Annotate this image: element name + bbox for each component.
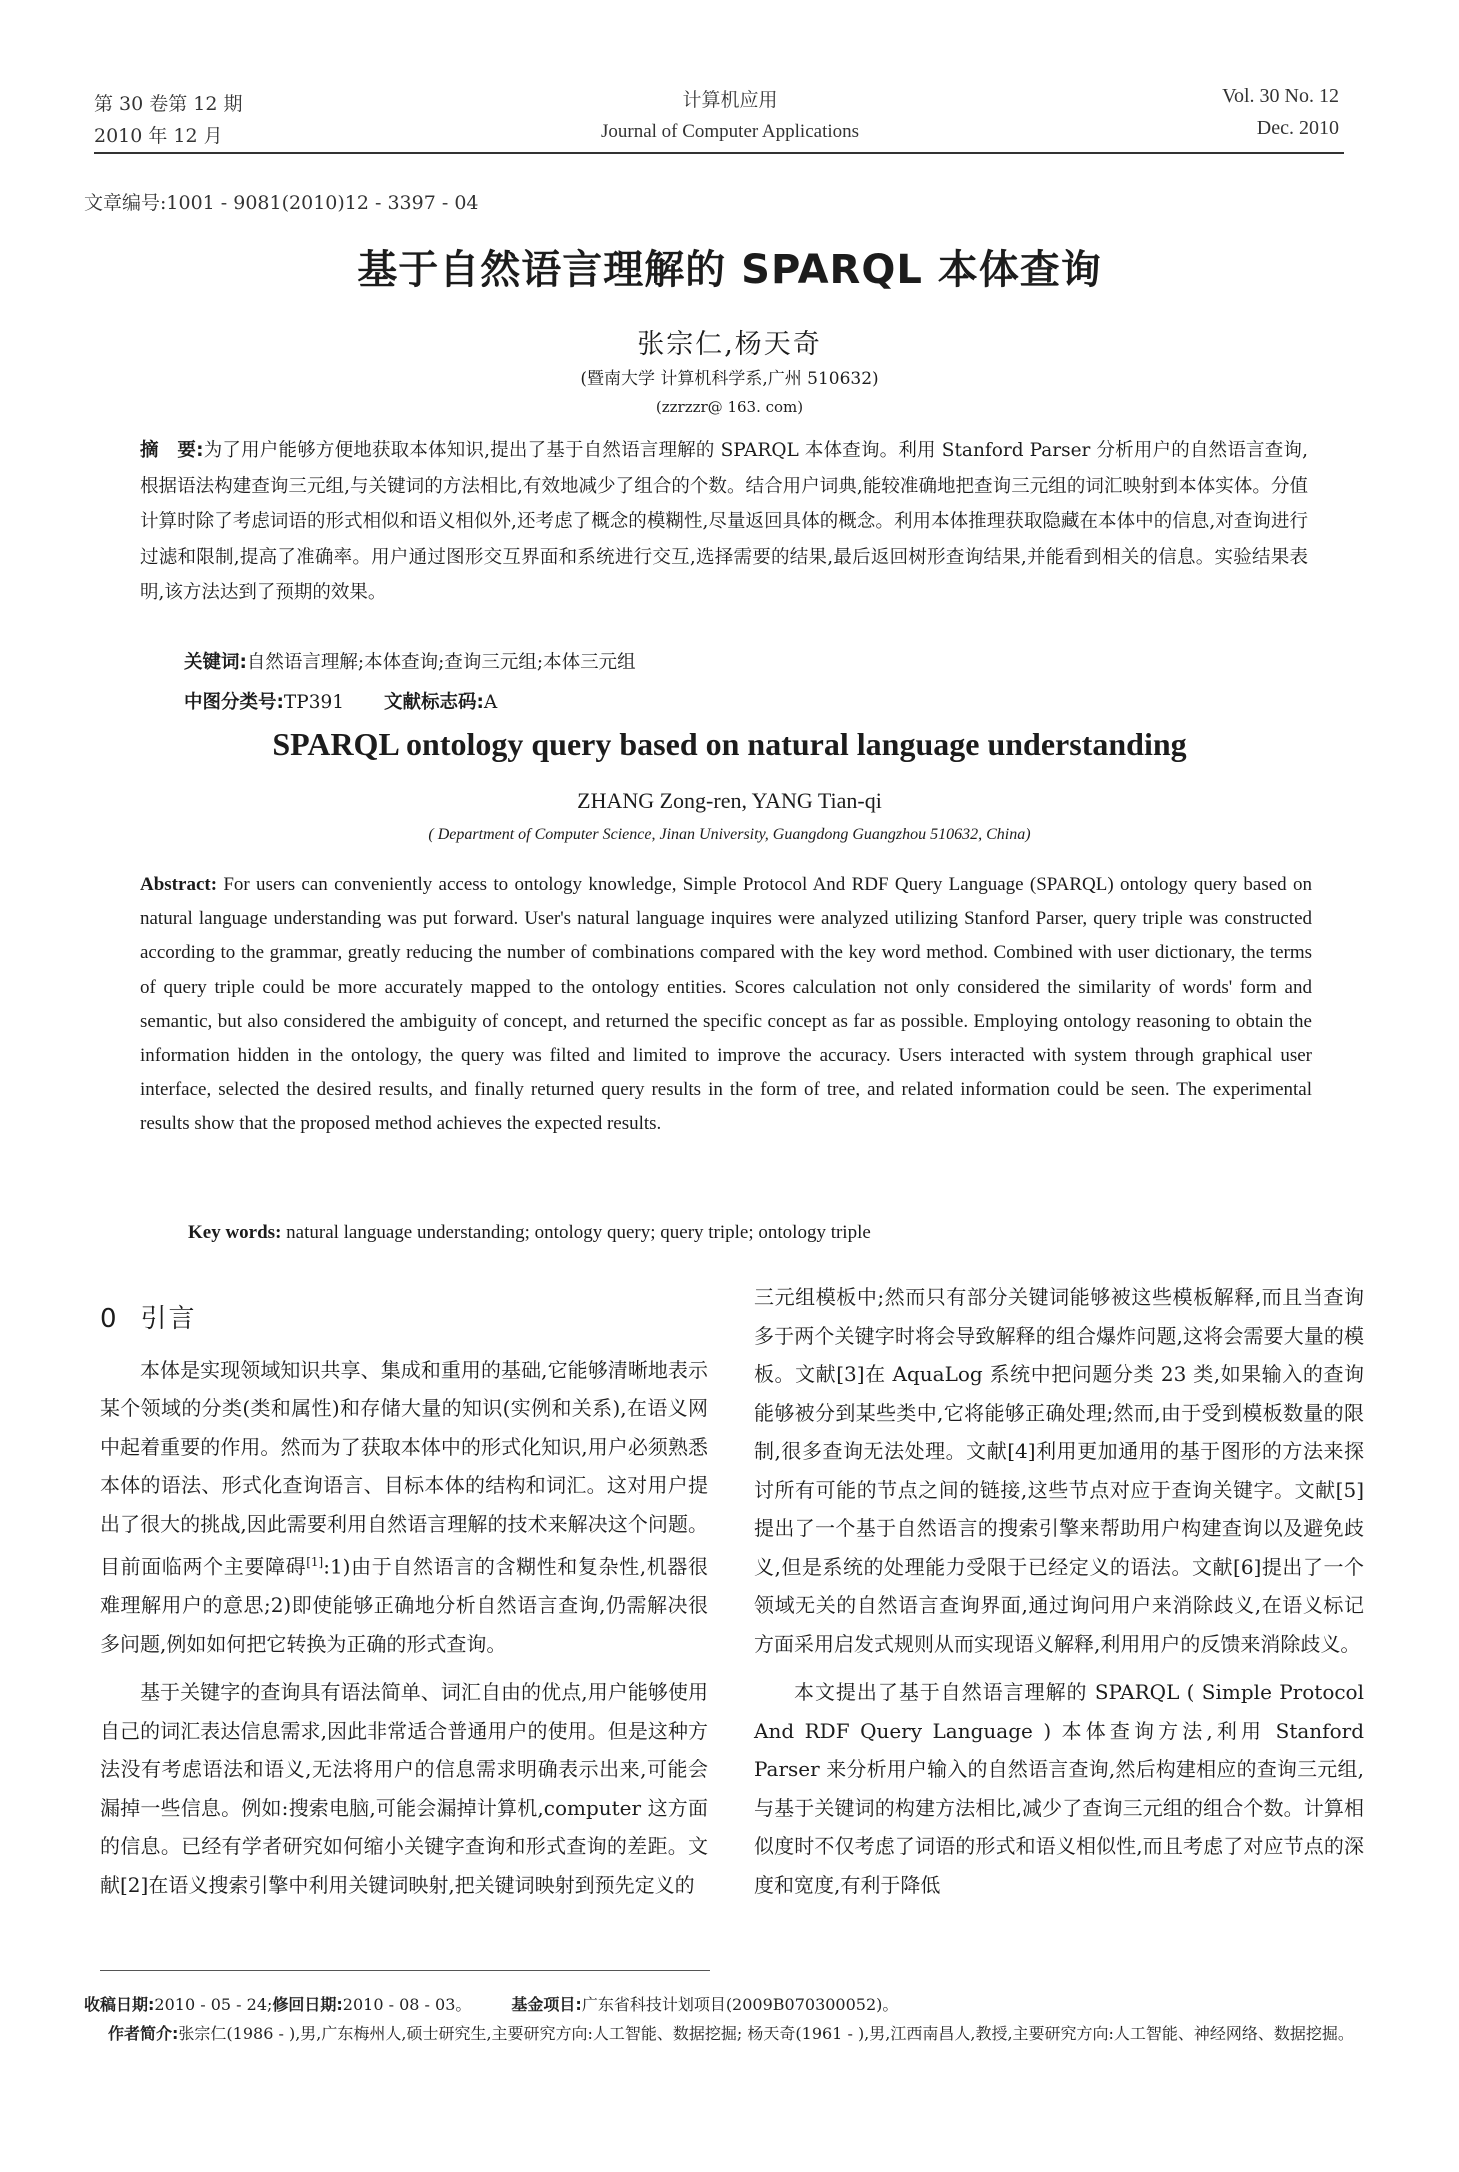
volume-issue-en: Vol. 30 No. 12 xyxy=(1222,85,1339,107)
abstract-cn-label: 摘 要: xyxy=(140,440,204,461)
date-cn: 2010 年 12 月 xyxy=(94,125,223,147)
journal-volume-en xyxy=(1222,80,1339,144)
keywords-en xyxy=(188,1222,871,1244)
paper-title-en: SPARQL ontology query based on natural language understanding xyxy=(272,726,1187,762)
keywords-cn-label: 关键词: xyxy=(184,652,247,673)
article-number: 文章编号:1001 - 9081(2010)12 - 3397 - 04 xyxy=(84,192,479,214)
date-en: Dec. 2010 xyxy=(1256,117,1339,139)
footnote-dates-line xyxy=(84,1990,1374,2019)
received-label: 收稿日期: xyxy=(84,1995,155,2014)
doc-code-value: A xyxy=(483,692,498,713)
keywords-en-label: Key words: xyxy=(188,1222,282,1243)
journal-name xyxy=(480,84,980,148)
paragraph-text: 本体是实现领域知识共享、集成和重用的基础,它能够清晰地表示某个领域的分类(类和属性)和存储大量的知识(实例和关系),在语义网中起着重要的作用。然而为了获取本体中的形式化知识,用户必须熟悉本体的语法、形式化查询语言、目标本体的结构和词汇。这对用户提出了很大的挑战,因此需要利用自然语言理解的技术来解决这个问题。目前面临两个主要障碍 xyxy=(100,1357,708,1579)
revised-date: 2010 - 08 - 03。 xyxy=(342,1995,472,2014)
abstract-en xyxy=(140,868,1312,1142)
affiliation-cn: (暨南大学 计算机科学系,广州 510632) xyxy=(580,369,879,389)
fund-text: 广东省科技计划项目(2009B070300052)。 xyxy=(581,1995,899,2014)
journal-volume-issue xyxy=(94,88,243,152)
paragraph xyxy=(100,1351,708,1664)
bio-text: 张宗仁(1986 - ),男,广东梅州人,硕士研究生,主要研究方向:人工智能、数据挖掘; 杨天奇(1961 - ),男,江西南昌人,教授,主要研究方向:人工智能、神经网络、数据挖掘。 xyxy=(178,2024,1354,2043)
footnote xyxy=(84,1990,1374,2048)
abstract-cn-text: 为了用户能够方便地获取本体知识,提出了基于自然语言理解的 SPARQL 本体查询。利用 Stanford Parser 分析用户的自然语言查询,根据语法构建查询三元组,与关键词的方法相比,有效地减少了组合的个数。结合用户词典,能较准确地把查询三元组的词汇映射到本体实体。分值计算时除了考虑词语的形式相似和语义相似外,还考虑了概念的模糊性,尽量返回具体的概念。利用本体推理获取隐藏在本体中的信息,对查询进行过滤和限制,提高了准确率。用户通过图形交互界面和系统进行交互,选择需要的结果,最后返回树形查询结果,并能看到相关的信息。实验结果表明,该方法达到了预期的效果。 xyxy=(140,440,1308,603)
revised-label: 修回日期: xyxy=(272,1995,343,2014)
authors-cn: 张宗仁,杨天奇 xyxy=(637,329,822,360)
bio-label: 作者简介: xyxy=(108,2024,179,2043)
section-heading xyxy=(100,1300,708,1339)
keywords-cn-text: 自然语言理解;本体查询;查询三元组;本体三元组 xyxy=(246,652,636,673)
citation-ref: [1] xyxy=(306,1555,324,1569)
paragraph: 基于关键字的查询具有语法简单、词汇自由的优点,用户能够使用自己的词汇表达信息需求,因此非常适合普通用户的使用。但是这种方法没有考虑语法和语义,无法将用户的信息需求明确表示出来,可能会漏掉一些信息。例如:搜索电脑,可能会漏掉计算机,computer 这方面的信息。已经有学者研究如何缩小关键字查询和形式查询的差距。文献[2]在语义搜索引擎中利用关键词映射,把关键词映射到预先定义的 xyxy=(100,1680,708,1897)
body-left-column xyxy=(100,1300,708,1904)
volume-issue-cn: 第 30 卷第 12 期 xyxy=(94,93,243,115)
paragraph: 三元组模板中;然而只有部分关键词能够被这些模板解释,而且当查询多于两个关键字时将会导致解释的组合爆炸问题,这将会需要大量的模板。文献[3]在 AquaLog 系统中把问题分类 23 类,如果输入的查询能够被分到某些类中,它将能够正确处理;然而,由于受到模板数量的限制,很多查询无法处理。文献[4]利用更加通用的基于图形的方法来探讨所有可能的节点之间的链接,这些节点对应于查询关键字。文献[5]提出了一个基于自然语言的搜索引擎来帮助用户构建查询以及避免歧义,但是系统的处理能力受限于已经定义的语法。文献[6]提出了一个领域无关的自然语言查询界面,通过询问用户来消除歧义,在语义标记方面采用启发式规则从而实现语义解释,利用用户的反馈来消除歧义。 xyxy=(754,1285,1364,1656)
abstract-cn xyxy=(140,433,1308,611)
header-divider xyxy=(94,152,1344,154)
doc-code-label: 文献标志码: xyxy=(384,692,484,713)
section-title: 引言 xyxy=(140,1304,197,1334)
clc-label: 中图分类号: xyxy=(184,692,284,713)
journal-name-cn: 计算机应用 xyxy=(682,89,778,111)
classification-cn xyxy=(184,688,497,714)
fund-label: 基金项目: xyxy=(511,1995,582,2014)
abstract-en-text: For users can conveniently access to ontology knowledge, Simple Protocol And RDF Query Language (SPARQL) ontology query based on natural language understanding was put forward. User's natural language inquires were analyzed utilizing Stanford Parser, query triple was constructed according to the grammar, greatly reducing the number of combinations compared with the key word method. Combined with user dictionary, the terms of query triple could be more accurately mapped to the ontology entities. Scores calculation not only considered the similarity of words' form and semantic, but also considered the ambiguity of concept, and returned the specific concept as far as possible. Employing ontology reasoning to obtain the information hidden in the ontology, the query was filted and limited to improve the accuracy. Users interacted with system through graphical user interface, selected the desired results, and finally returned query results in the form of tree, and related information could be seen. The experimental results show that the proposed method achieves the expected results. xyxy=(140,874,1312,1135)
received-date: 2010 - 05 - 24; xyxy=(154,1995,273,2014)
footnote-divider xyxy=(100,1970,710,1971)
footnote-bio-line xyxy=(84,2019,1374,2048)
paper-title-cn: 基于自然语言理解的 SPARQL 本体查询 xyxy=(357,247,1102,293)
abstract-en-label: Abstract: xyxy=(140,874,218,895)
journal-name-en: Journal of Computer Applications xyxy=(600,121,860,142)
paragraph-text: :1)由于自然语言的含糊性和复杂性,机器很难理解用户的意思;2)即使能够正确地分析自然语言查询,仍需解决很多问题,例如如何把它转换为正确的形式查询。 xyxy=(100,1554,709,1656)
section-number: 0 xyxy=(100,1304,119,1334)
keywords-en-text: natural language understanding; ontology query; query triple; ontology triple xyxy=(281,1222,871,1243)
body-right-column xyxy=(754,1278,1364,1904)
clc-value: TP391 xyxy=(283,692,345,713)
affiliation-en: ( Department of Computer Science, Jinan University, Guangdong Guangzhou 510632, China) xyxy=(428,826,1031,843)
author-email: (zzrzzr@ 163. com) xyxy=(655,398,804,416)
keywords-cn xyxy=(184,648,636,674)
paragraph: 本文提出了基于自然语言理解的 SPARQL ( Simple Protocol And RDF Query Language ) 本体查询方法,利用 Stanford Parser 来分析用户输入的自然语言查询,然后构建相应的查询三元组,与基于关键词的构建方法相比,减少了查询三元组的组合个数。计算相似度时不仅考虑了词语的形式和语义相似性,而且考虑了对应节点的深度和宽度,有利于降低 xyxy=(754,1680,1364,1897)
authors-en: ZHANG Zong-ren, YANG Tian-qi xyxy=(577,788,882,813)
